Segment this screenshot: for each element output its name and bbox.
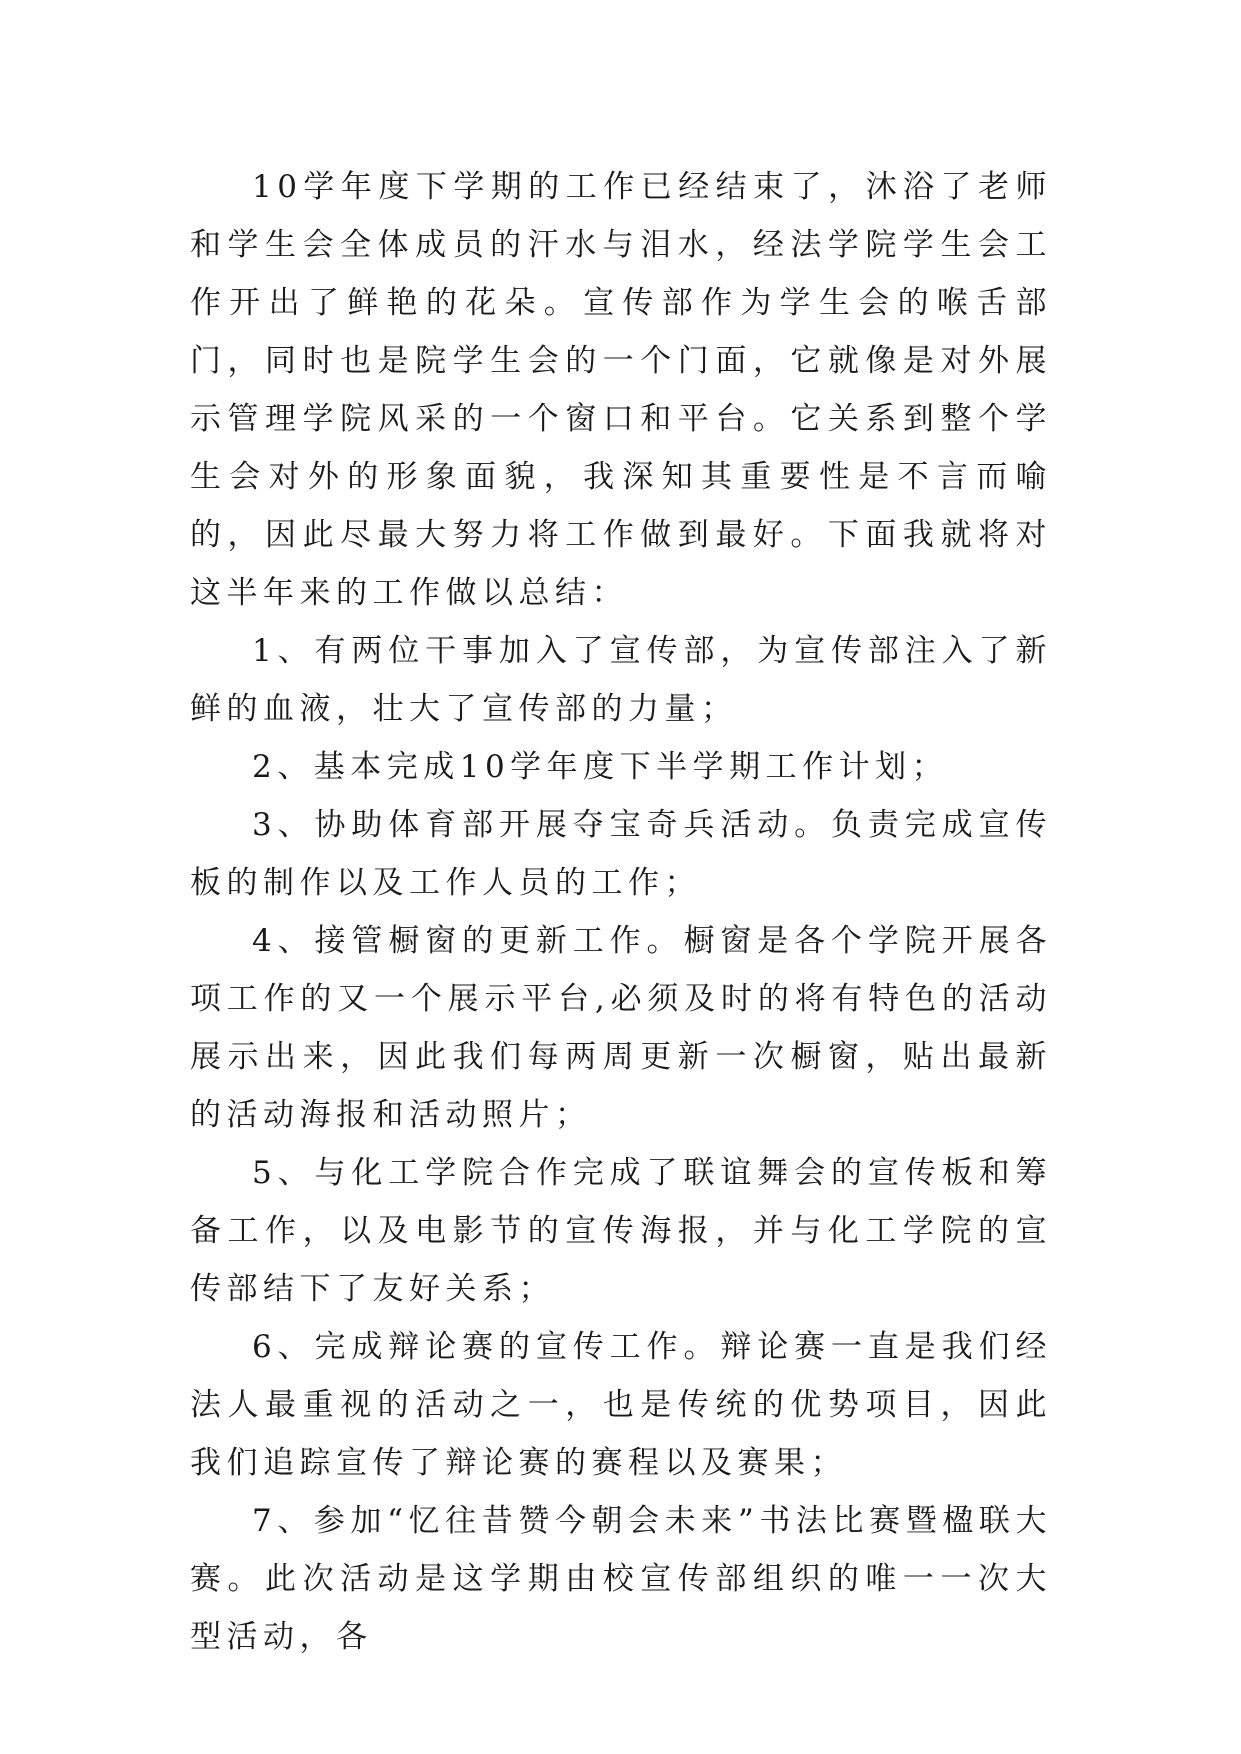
item-6-paragraph: 6、完成辩论赛的宣传工作。辩论赛一直是我们经法人最重视的活动之一，也是传统的优势项目，因此我们追踪宣传了辩论赛的赛程以及赛果； bbox=[190, 1329, 1052, 1481]
item-3-paragraph: 3、协助体育部开展夺宝奇兵活动。负责完成宣传板的制作以及工作人员的工作； bbox=[190, 807, 1052, 901]
intro-paragraph: 10学年度下学期的工作已经结束了，沐浴了老师和学生会全体成员的汗水与泪水，经法学院学生会工作开出了鲜艳的花朵。宣传部作为学生会的喉舌部门，同时也是院学生会的一个门面，它就像是对外展示管理学院风采的一个窗口和平台。它关系到整个学生会对外的形象面貌，我深知其重要性是不言而喻的，因此尽最大努力将工作做到最好。下面我就将对这半年来的工作做以总结： bbox=[190, 169, 1052, 611]
item-7-paragraph: 7、参加“忆往昔赞今朝会未来”书法比赛暨楹联大赛。此次活动是这学期由校宣传部组织的唯一一次大型活动，各 bbox=[190, 1503, 1052, 1655]
item-4-paragraph: 4、接管橱窗的更新工作。橱窗是各个学院开展各项工作的又一个展示平台,必须及时的将有特色的活动展示出来，因此我们每两周更新一次橱窗，贴出最新的活动海报和活动照片； bbox=[190, 923, 1052, 1133]
document-body bbox=[190, 158, 1052, 1666]
item-5-paragraph: 5、与化工学院合作完成了联谊舞会的宣传板和筹备工作，以及电影节的宣传海报，并与化工学院的宣传部结下了友好关系； bbox=[190, 1155, 1052, 1307]
item-1-paragraph: 1、有两位干事加入了宣传部，为宣传部注入了新鲜的血液，壮大了宣传部的力量； bbox=[190, 633, 1052, 727]
item-2-paragraph: 2、基本完成10学年度下半学期工作计划； bbox=[252, 749, 949, 785]
